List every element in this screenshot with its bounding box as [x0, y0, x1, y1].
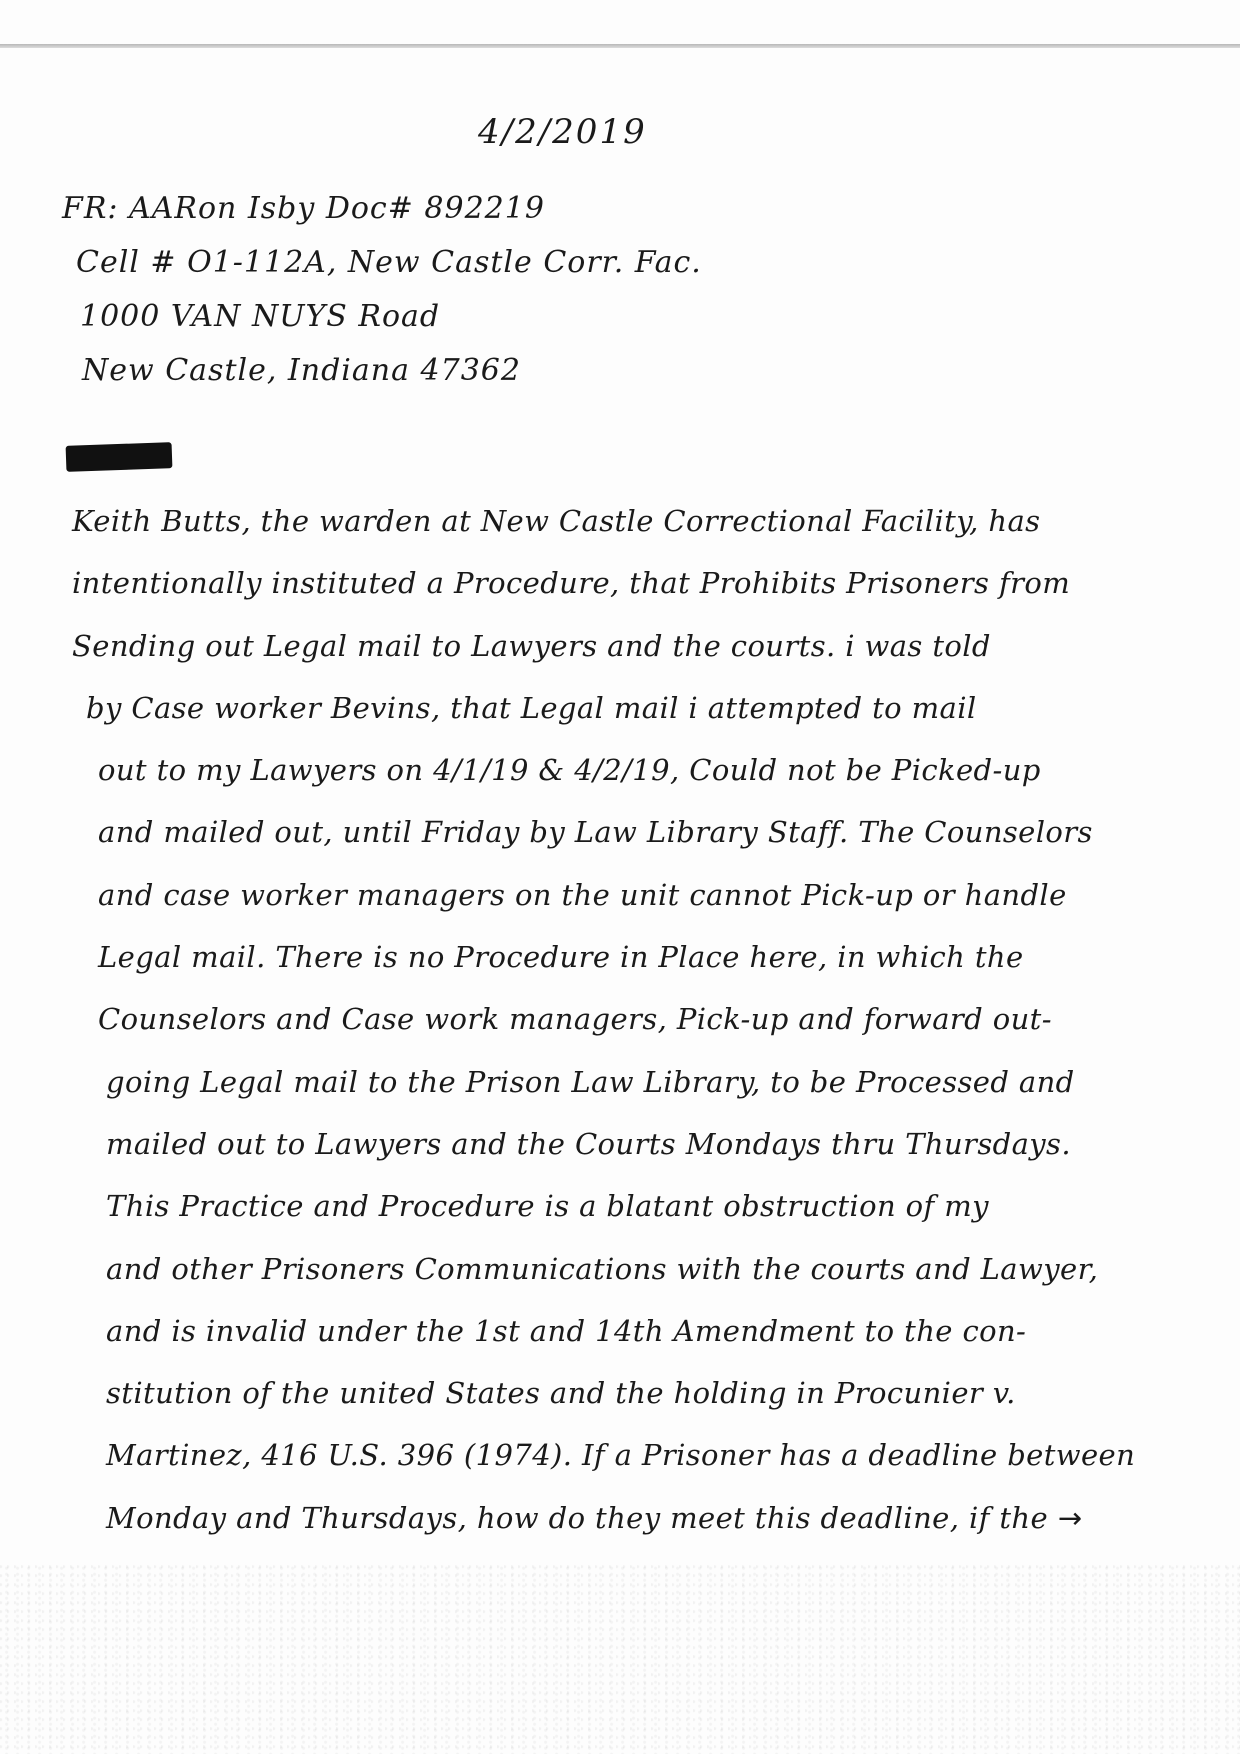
body-line: and mailed out, until Friday by Law Library Staff. The Counselors — [98, 815, 1093, 850]
body-line: and other Prisoners Communications with the courts and Lawyer, — [106, 1251, 1099, 1286]
body-line: intentionally instituted a Procedure, that Prohibits Prisoners from — [72, 566, 1071, 601]
body-line: mailed out to Lawyers and the Courts Mondays thru Thursdays. — [106, 1126, 1071, 1161]
body-line: Counselors and Case work managers, Pick-up and forward out- — [98, 1002, 1052, 1037]
body-line: by Case worker Bevins, that Legal mail i attempted to mail — [86, 690, 977, 725]
body-line: Keith Butts, the warden at New Castle Correctional Facility, has — [72, 504, 1041, 538]
sender-city-line: New Castle, Indiana 47362 — [82, 353, 521, 388]
sender-street-line: 1000 VAN NUYS Road — [80, 299, 441, 334]
body-line: stitution of the united States and the holding in Procunier v. — [106, 1376, 1016, 1411]
body-line: Sending out Legal mail to Lawyers and the courts. i was told — [72, 628, 991, 663]
scan-noise — [0, 1564, 1240, 1754]
body-line: out to my Lawyers on 4/1/19 & 4/2/19, Could not be Picked-up — [98, 753, 1041, 788]
letter-date: 4/2/2019 — [478, 112, 647, 152]
body-line: going Legal mail to the Prison Law Library, to be Processed and — [106, 1064, 1075, 1099]
redaction-bar — [66, 442, 173, 472]
body-line: Legal mail. There is no Procedure in Place here, in which the — [98, 940, 1024, 975]
letter-body — [72, 490, 1202, 1549]
scan-edge — [0, 44, 1240, 48]
sender-cell-line: Cell # O1-112A, New Castle Corr. Fac. — [76, 245, 702, 280]
continue-arrow-icon: → — [1057, 1500, 1083, 1535]
body-line-last — [72, 1487, 1202, 1549]
sender-address-block — [62, 182, 702, 398]
body-line: Martinez, 416 U.S. 396 (1974). If a Prisoner has a deadline between — [106, 1438, 1136, 1473]
body-line: and is invalid under the 1st and 14th Amendment to the con- — [106, 1313, 1027, 1348]
body-line-text: Monday and Thursdays, how do they meet this deadline, if the — [106, 1500, 1049, 1535]
body-line: This Practice and Procedure is a blatant obstruction of my — [106, 1189, 989, 1224]
sender-name-line: FR: AARon Isby Doc# 892219 — [62, 191, 545, 226]
body-line: and case worker managers on the unit cannot Pick-up or handle — [98, 877, 1067, 912]
